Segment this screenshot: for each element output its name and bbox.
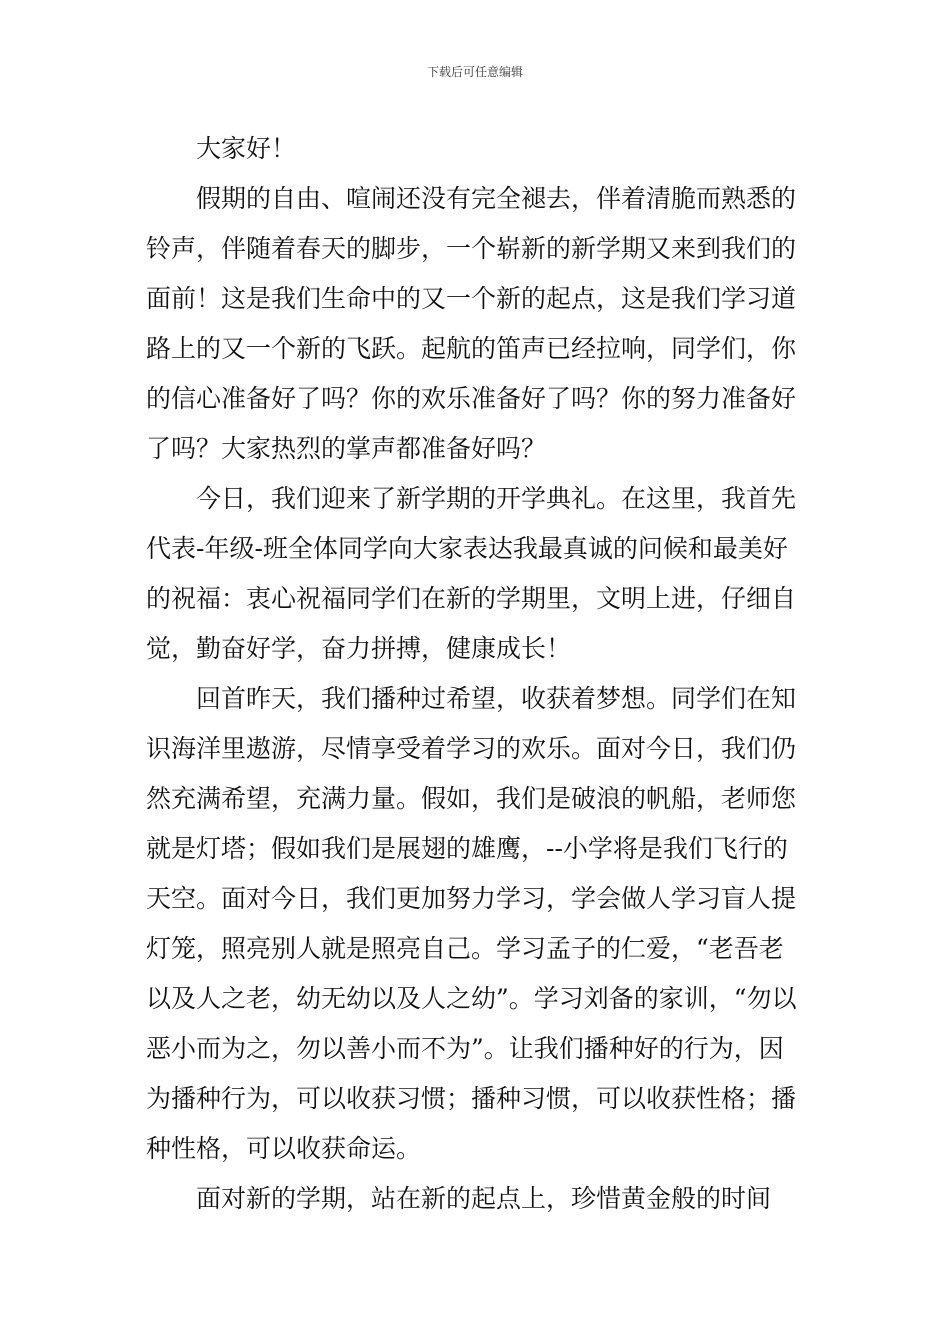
paragraph-4: 面对新的学期，站在新的起点上，珍惜黄金般的时间 bbox=[196, 1184, 772, 1213]
paragraph-1: 假期的自由、喧闹还没有完全褪去，伴着清脆而熟悉的铃声，伴随着春天的脚步，一个崭新的新学期又来到我们的面前！这是我们生命中的又一个新的起点，这是我们学习道路上的又一个新的飞跃。起航的笛声已经拉响，同学们，你的信心准备好了吗？你的欢乐准备好了吗？你的努力准备好了吗？大家热烈的掌声都准备好吗？ bbox=[146, 184, 797, 463]
page-header: 下载后可任意编辑 bbox=[426, 65, 523, 79]
paragraph-2: 今日，我们迎来了新学期的开学典礼。在这里，我首先代表-年级-班全体同学向大家表达我最真诚的问候和最美好的祝福：衷心祝福同学们在新的学期里，文明上进，仔细自觉，勤奋好学，奋力拼搏，健康成长！ bbox=[146, 484, 797, 663]
document-body bbox=[146, 124, 806, 1224]
paragraph-3: 回首昨天，我们播种过希望，收获着梦想。同学们在知识海洋里遨游，尽情享受着学习的欢乐。面对今日，我们仍然充满希望，充满力量。假如，我们是破浪的帆船，老师您就是灯塔；假如我们是展翅的雄鹰，--小学将是我们飞行的天空。面对今日，我们更加努力学习，学会做人学习盲人提灯笼，照亮别人就是照亮自己。学习孟子的仁爱，“老吾老以及人之老，幼无幼以及人之幼”。学习刘备的家训，“勿以恶小而为之，勿以善小而不为”。让我们播种好的行为，因为播种行为，可以收获习惯；播种习惯，可以收获性格；播种性格，可以收获命运。 bbox=[146, 684, 797, 1163]
paragraph-greeting: 大家好！ bbox=[196, 134, 297, 163]
